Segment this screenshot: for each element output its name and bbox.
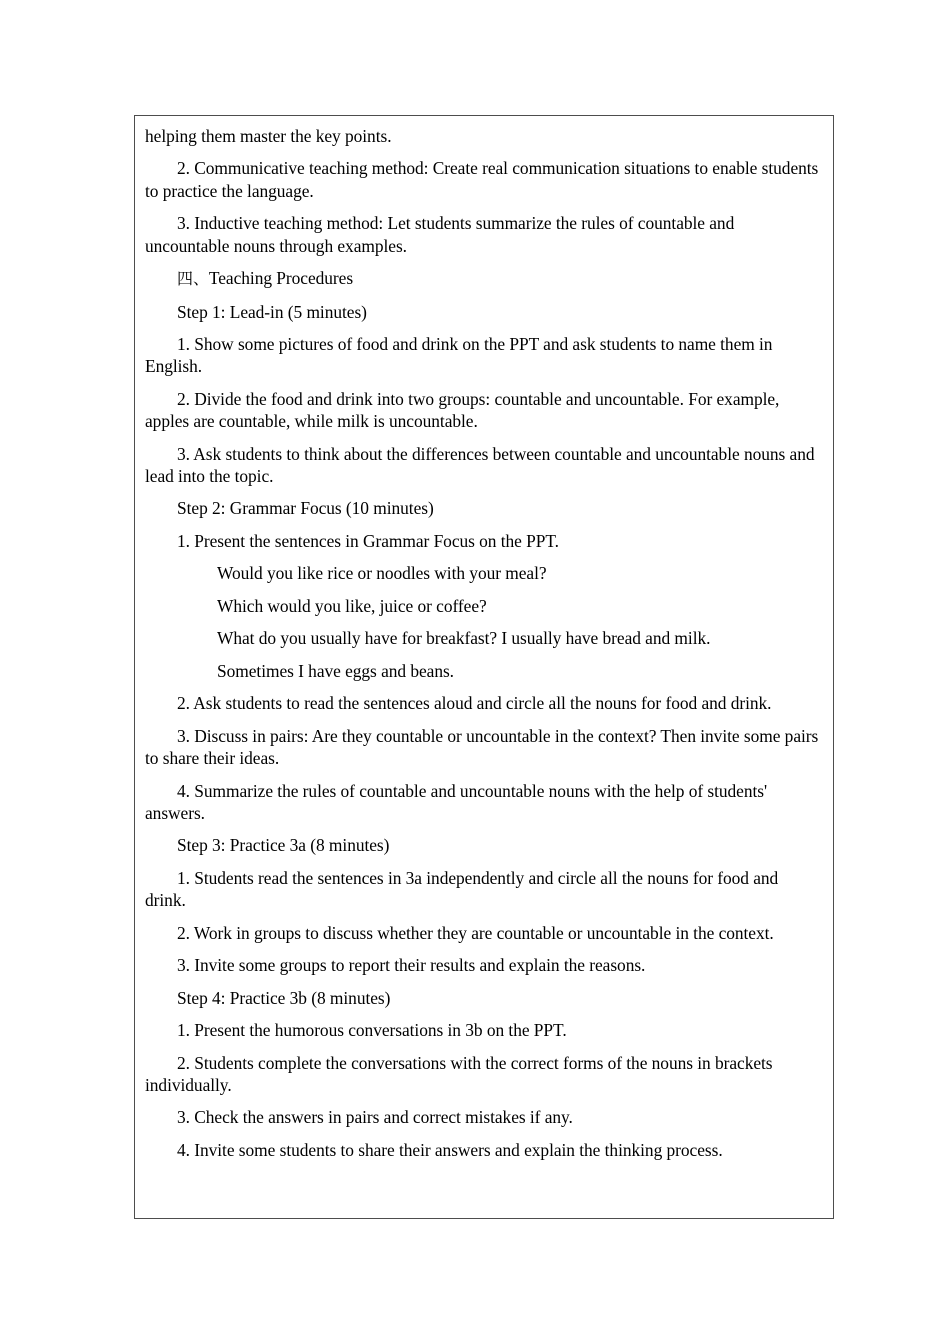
paragraph: Which would you like, juice or coffee? (217, 595, 487, 616)
paragraph: 3. Inductive teaching method: Let students summarize the rules of countable and uncountable nouns through examples. (145, 213, 735, 256)
paragraph: Step 1: Lead-in (5 minutes) (177, 301, 367, 322)
paragraph: 2. Communicative teaching method: Create real communication situations to enable students to practice the language. (145, 158, 819, 201)
paragraph (145, 267, 822, 290)
paragraph: Step 4: Practice 3b (8 minutes) (177, 987, 391, 1008)
document-text-frame (134, 115, 834, 1219)
paragraph: 2. Work in groups to discuss whether they are countable or uncountable in the context. (177, 922, 774, 943)
paragraph: 2. Divide the food and drink into two groups: countable and uncountable. For example, apples are countable, while milk is uncountable. (145, 388, 780, 432)
paragraph: What do you usually have for breakfast? I usually have bread and milk. (217, 628, 711, 649)
paragraph: 2. Students complete the conversations with the correct forms of the nouns in brackets individually. (145, 1052, 773, 1095)
paragraph: 3. Discuss in pairs: Are they countable or uncountable in the context? Then invite some pairs to share their ideas. (145, 725, 819, 769)
paragraph: 4. Summarize the rules of countable and uncountable nouns with the help of students' answers. (145, 780, 768, 823)
paragraph: 1. Present the humorous conversations in 3b on the PPT. (177, 1020, 567, 1041)
section-title-text: Teaching Procedures (208, 268, 354, 289)
paragraph: Step 2: Grammar Focus (10 minutes) (177, 498, 434, 519)
section-ordinal: 四、 (177, 269, 209, 289)
paragraph: Sometimes I have eggs and beans. (217, 660, 454, 681)
paragraph: 2. Ask students to read the sentences aloud and circle all the nouns for food and drink. (177, 693, 772, 714)
paragraph: helping them master the key points. (145, 126, 392, 146)
paragraph: 1. Students read the sentences in 3a independently and circle all the nouns for food and drink. (145, 867, 779, 911)
paragraph: 1. Present the sentences in Grammar Focus on the PPT. (177, 530, 559, 551)
document-body (145, 125, 822, 1161)
paragraph: 3. Ask students to think about the differences between countable and uncountable nouns and lead into the topic. (145, 443, 815, 486)
paragraph: 3. Invite some groups to report their results and explain the reasons. (177, 955, 646, 976)
paragraph: 3. Check the answers in pairs and correct mistakes if any. (177, 1107, 573, 1128)
paragraph: 4. Invite some students to share their answers and explain the thinking process. (177, 1139, 723, 1160)
paragraph: Step 3: Practice 3a (8 minutes) (177, 835, 390, 856)
paragraph: Would you like rice or noodles with your meal? (217, 563, 547, 584)
paragraph: 1. Show some pictures of food and drink on the PPT and ask students to name them in English. (145, 334, 773, 377)
